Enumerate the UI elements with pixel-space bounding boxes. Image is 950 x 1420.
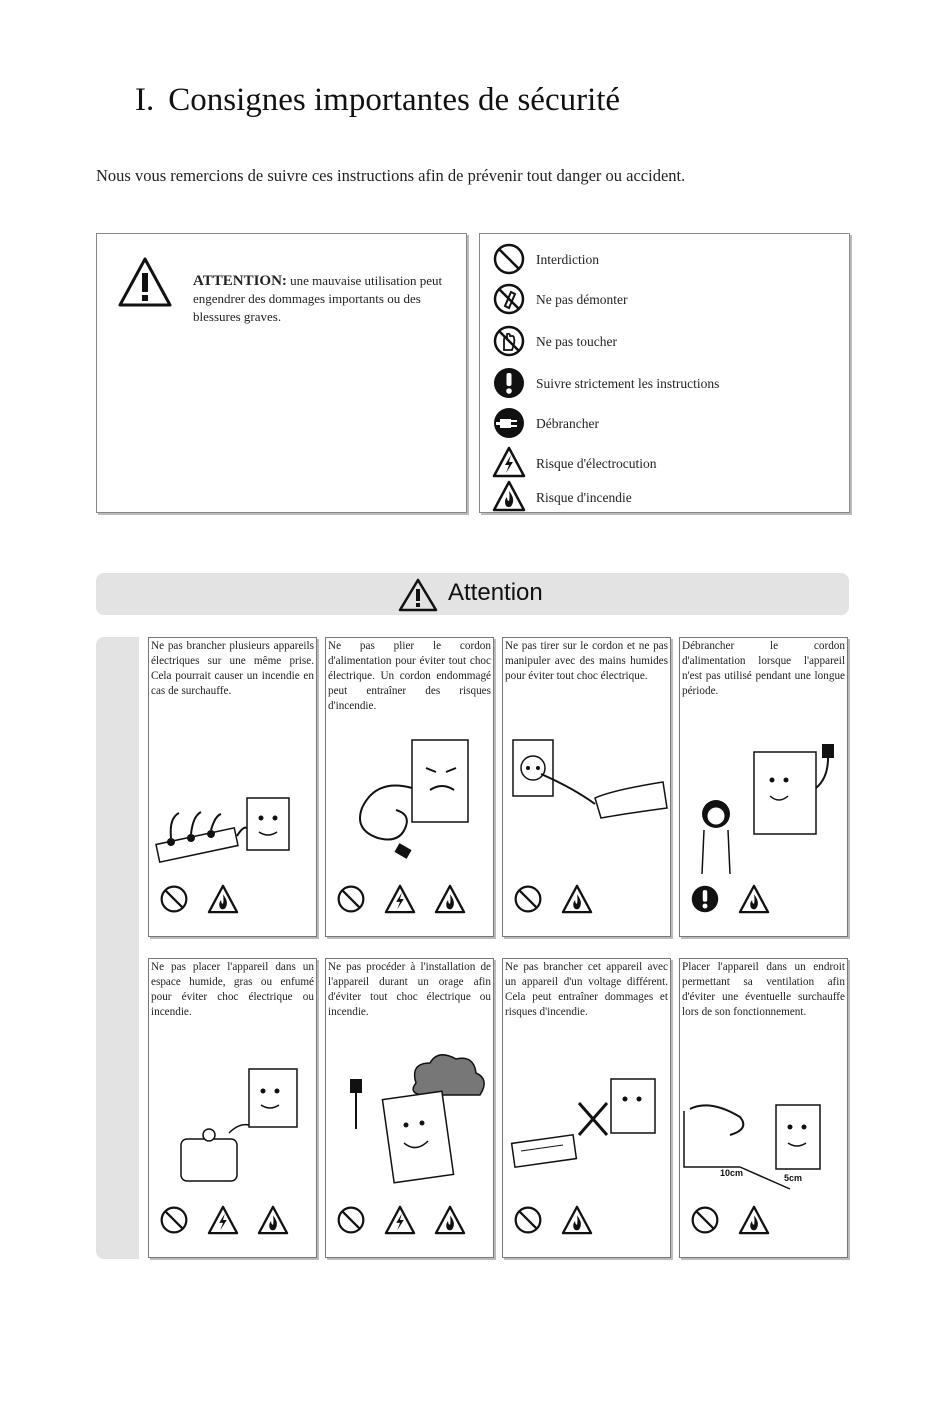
prohibition-icon <box>159 1205 189 1235</box>
electric-shock-warning-icon <box>492 446 526 478</box>
card-text: Ne pas brancher plusieurs appareils électriques sur une même prise. Cela pourrait causer un incendie en cas de surchauffe. <box>151 640 314 697</box>
safety-card-pull-cord <box>502 637 671 937</box>
unplug-icon <box>492 406 526 440</box>
safety-card-bent-cord <box>325 637 494 937</box>
card-icons <box>513 1205 663 1243</box>
power-strip-illustration <box>149 718 316 878</box>
legend-item-follow-instructions <box>492 366 832 402</box>
prohibition-icon <box>336 884 366 914</box>
card-text: Ne pas tirer sur le cordon et ne pas manipuler avec des mains humides pour éviter tout choc électrique. <box>505 640 668 682</box>
warning-text <box>193 272 453 326</box>
fire-warning-icon <box>492 480 526 512</box>
warning-description: une mauvaise utilisation peut engendrer des dommages importants ou des blessures graves. <box>193 273 443 324</box>
fire-warning-icon <box>207 884 239 914</box>
electric-shock-warning-icon <box>384 1205 416 1235</box>
card-icons <box>513 884 663 922</box>
pull-plug-illustration <box>503 718 670 878</box>
side-bar <box>96 637 139 1259</box>
unplugged-device-illustration <box>680 718 847 878</box>
legend-label: Ne pas toucher <box>536 334 617 349</box>
legend-item-no-disassembly <box>492 282 832 318</box>
safety-card-humid-place <box>148 958 317 1258</box>
prohibition-icon <box>159 884 189 914</box>
fire-warning-icon <box>738 884 770 914</box>
dimension-label-10cm: 10cm <box>720 1168 744 1178</box>
legend-label: Ne pas démonter <box>536 292 628 307</box>
safety-card-storm <box>325 958 494 1258</box>
prohibition-icon <box>336 1205 366 1235</box>
card-text: Ne pas plier le cordon d'alimentation pour éviter tout choc électrique. Un cordon endommagé peut entraîner des risques d'incendie. <box>328 640 491 712</box>
warning-triangle-icon <box>117 256 173 308</box>
legend-label: Risque d'incendie <box>536 490 632 505</box>
legend-label: Suivre strictement les instructions <box>536 376 720 391</box>
safety-card-unplug <box>679 637 848 937</box>
prohibition-icon <box>492 242 526 276</box>
mandatory-instruction-icon <box>492 366 526 400</box>
fire-warning-icon <box>561 1205 593 1235</box>
warning-label: ATTENTION: <box>193 273 287 289</box>
no-touch-icon <box>492 324 526 358</box>
fire-warning-icon <box>434 884 466 914</box>
warning-triangle-icon <box>398 578 438 612</box>
fire-warning-icon <box>561 884 593 914</box>
card-icons <box>336 884 486 922</box>
humid-place-illustration <box>149 1039 316 1199</box>
no-disassembly-icon <box>492 282 526 316</box>
electric-shock-warning-icon <box>207 1205 239 1235</box>
prohibition-icon <box>690 1205 720 1235</box>
legend-item-electric-shock <box>492 446 832 482</box>
mandatory-instruction-icon <box>690 884 720 914</box>
section-title: Consignes importantes de sécurité <box>168 82 621 118</box>
safety-card-multiple-plugs <box>148 637 317 937</box>
legend-label: Débrancher <box>536 416 599 431</box>
card-icons <box>159 1205 309 1243</box>
dimension-label-5cm: 5cm <box>784 1173 803 1183</box>
attention-label: Attention <box>448 579 543 606</box>
safety-card-ventilation <box>679 958 848 1258</box>
section-number: I. <box>135 82 155 118</box>
page-title <box>135 82 620 119</box>
legend-item-no-touch <box>492 324 832 360</box>
card-text: Ne pas procéder à l'installation de l'appareil durant un orage afin d'éviter tout choc électrique ou incendie. <box>328 961 491 1018</box>
storm-illustration <box>326 1039 493 1199</box>
card-text: Ne pas placer l'appareil dans un espace humide, gras ou enfumé pour éviter choc électrique ou incendie. <box>151 961 314 1018</box>
card-text: Débrancher le cordon d'alimentation lorsque l'appareil n'est pas utilisé pendant une longue période. <box>682 640 845 697</box>
voltage-illustration <box>503 1039 670 1199</box>
attention-banner <box>96 573 849 615</box>
intro-text: Nous vous remercions de suivre ces instructions afin de prévenir tout danger ou accident. <box>96 166 686 185</box>
prohibition-icon <box>513 1205 543 1235</box>
card-icons <box>159 884 309 922</box>
legend-item-interdiction <box>492 242 832 278</box>
fire-warning-icon <box>257 1205 289 1235</box>
card-icons <box>690 884 840 922</box>
electric-shock-warning-icon <box>384 884 416 914</box>
ventilation-illustration <box>680 1039 847 1199</box>
card-icons <box>336 1205 486 1243</box>
legend-item-unplug <box>492 406 832 442</box>
legend-label: Interdiction <box>536 252 599 267</box>
legend-label: Risque d'électrocution <box>536 456 657 471</box>
safety-card-voltage <box>502 958 671 1258</box>
warning-box <box>96 233 467 513</box>
card-icons <box>690 1205 840 1243</box>
legend-box <box>479 233 850 513</box>
card-text: Ne pas brancher cet appareil avec un appareil d'un voltage différent. Cela peut entraîner dommages et risques d'incendie. <box>505 961 668 1018</box>
legend-item-fire <box>492 480 832 516</box>
fire-warning-icon <box>434 1205 466 1235</box>
bent-cord-illustration <box>326 718 493 878</box>
card-text: Placer l'appareil dans un endroit permettant sa ventilation afin d'éviter une éventuelle surchauffe lors de son fonctionnement. <box>682 961 845 1018</box>
fire-warning-icon <box>738 1205 770 1235</box>
prohibition-icon <box>513 884 543 914</box>
